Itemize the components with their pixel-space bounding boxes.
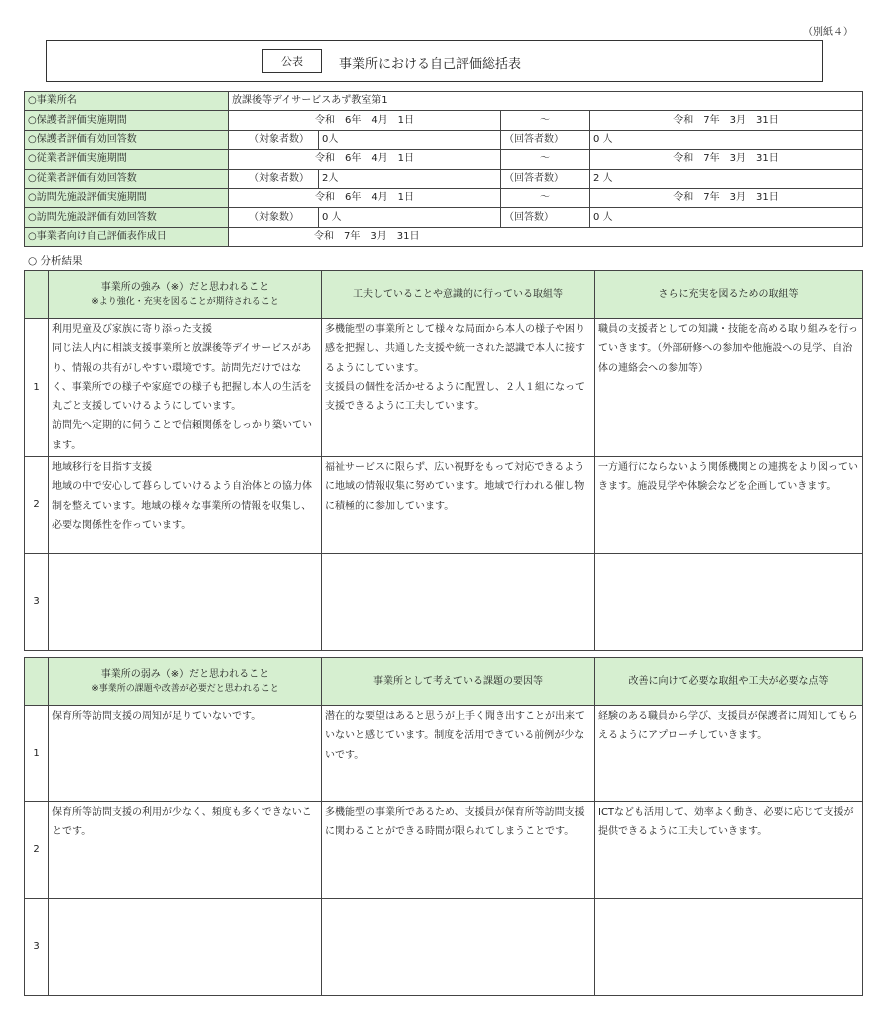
info-row-guardian-period (25, 111, 863, 130)
guardian-period-start: 令和 6年 4月 1日 (229, 111, 501, 130)
weaknesses-row (25, 706, 863, 802)
strengths-header-col3: さらに充実を図るための取組等 (595, 271, 863, 319)
strengths-row (25, 319, 863, 457)
row-number: 2 (25, 457, 49, 554)
staff-answer: 2 人 (590, 169, 863, 188)
created-date-label: ○事業者向け自己評価表作成日 (25, 227, 229, 246)
strength-enhancement: 職員の支援者としての知識・技能を高める取り組みを行っていきます。（外部研修への参加や他施設への見学、自治体の連絡会への参加等） (595, 319, 863, 457)
strength-effort: 多機能型の事業所として様々な局面から本人の様子や困り感を把握し、共通した支援や統一された認識で本人に接するようにしています。 支援員の個性を活かせるように配置し、２人１組になって支援できるように工夫しています。 (322, 319, 595, 457)
strengths-table (24, 270, 863, 651)
info-table (24, 91, 863, 247)
guardian-answer-label: （回答者数） (501, 130, 590, 149)
row-number: 3 (25, 899, 49, 996)
strength-enhancement (595, 554, 863, 651)
strengths-header-col1 (49, 271, 322, 319)
weaknesses-table (24, 657, 863, 996)
guardian-answer: 0 人 (590, 130, 863, 149)
visit-target: 0 人 (319, 208, 501, 227)
info-row-staff-period (25, 150, 863, 169)
weaknesses-header-row (25, 658, 863, 706)
strengths-header-col2: 工夫していることや意識的に行っている取組等 (322, 271, 595, 319)
visit-answer-label: （回答数） (501, 208, 590, 227)
info-row-visit-count (25, 208, 863, 227)
guardian-period-tilde: ～ (501, 111, 590, 130)
strength-item (49, 554, 322, 651)
strength-item: 利用児童及び家族に寄り添った支援 同じ法人内に相談支援事業所と放課後等デイサービスがあり、情報の共有がしやすい環境です。訪問先だけではなく、事業所での様子や家庭での様子も把握し本人の生活を丸ごと支援していけるようにしています。 訪問先へ定期的に伺うことで信頼関係をしっかり築いています。 (49, 319, 322, 457)
strengths-header-num (25, 271, 49, 319)
guardian-period-end: 令和 7年 3月 31日 (590, 111, 863, 130)
guardian-count-label: ○保護者評価有効回答数 (25, 130, 229, 149)
info-row-visit-period (25, 188, 863, 207)
weaknesses-row (25, 802, 863, 899)
weaknesses-header-col1-title: 事業所の弱み（※）だと思われること (100, 668, 270, 680)
strengths-header-col1-title: 事業所の強み（※）だと思われること (100, 281, 270, 293)
strength-effort (322, 554, 595, 651)
weakness-improvement: ICTなども活用して、効率よく動き、必要に応じて支援が提供できるように工夫していきます。 (595, 802, 863, 899)
row-number: 2 (25, 802, 49, 899)
visit-period-label: ○訪問先施設評価実施期間 (25, 188, 229, 207)
strengths-row (25, 554, 863, 651)
weakness-cause (322, 899, 595, 996)
strengths-row (25, 457, 863, 554)
public-label: 公表 (262, 49, 322, 73)
guardian-target: 0人 (319, 130, 501, 149)
office-name: 放課後等デイサービスあず教室第1 (229, 92, 863, 111)
annex-label: （別紙４） (803, 27, 853, 38)
visit-period-start: 令和 6年 4月 1日 (229, 188, 501, 207)
weakness-improvement: 経験のある職員から学び、支援員が保護者に周知してもらえるようにアプローチしていきます。 (595, 706, 863, 802)
document-title: 事業所における自己評価総括表 (339, 57, 522, 72)
staff-target-label: （対象者数） (229, 169, 319, 188)
weakness-item: 保育所等訪問支援の周知が足りていないです。 (49, 706, 322, 802)
title-box (46, 40, 823, 82)
info-row-guardian-count (25, 130, 863, 149)
weakness-item (49, 899, 322, 996)
strengths-header-row (25, 271, 863, 319)
weakness-cause: 潜在的な要望はあると思うが上手く聞き出すことが出来ていないと感じています。制度を活用できている前例が少ないです。 (322, 706, 595, 802)
guardian-target-label: （対象者数） (229, 130, 319, 149)
guardian-period-label: ○保護者評価実施期間 (25, 111, 229, 130)
info-row-staff-count (25, 169, 863, 188)
analysis-heading: ○ 分析結果 (28, 255, 83, 267)
visit-period-end: 令和 7年 3月 31日 (590, 188, 863, 207)
visit-count-label: ○訪問先施設評価有効回答数 (25, 208, 229, 227)
staff-period-end: 令和 7年 3月 31日 (590, 150, 863, 169)
strength-effort: 福祉サービスに限らず、広い視野をもって対応できるように地域の情報収集に努めています。地域で行われる催し物に積極的に参加しています。 (322, 457, 595, 554)
staff-period-start: 令和 6年 4月 1日 (229, 150, 501, 169)
weakness-item: 保育所等訪問支援の利用が少なく、頻度も多くできないことです。 (49, 802, 322, 899)
visit-answer: 0 人 (590, 208, 863, 227)
strengths-header-col1-note: ※より強化・充実を図ることが期待されること (91, 296, 279, 307)
strength-enhancement: 一方通行にならないよう関係機関との連携をより図っていきます。施設見学や体験会などを企画していきます。 (595, 457, 863, 554)
staff-count-label: ○従業者評価有効回答数 (25, 169, 229, 188)
row-number: 3 (25, 554, 49, 651)
weaknesses-header-col2: 事業所として考えている課題の要因等 (322, 658, 595, 706)
staff-period-tilde: ～ (501, 150, 590, 169)
row-number: 1 (25, 706, 49, 802)
row-number: 1 (25, 319, 49, 457)
visit-target-label: （対象数） (229, 208, 319, 227)
strength-item: 地域移行を目指す支援 地域の中で安心して暮らしていけるよう自治体との協力体制を整えています。地域の様々な事業所の情報を収集し、必要な関係性を作っています。 (49, 457, 322, 554)
staff-target: 2人 (319, 169, 501, 188)
staff-period-label: ○従業者評価実施期間 (25, 150, 229, 169)
created-date: 令和 7年 3月 31日 (229, 227, 863, 246)
weaknesses-header-col1-note: ※事業所の課題や改善が必要だと思われること (91, 683, 279, 694)
weaknesses-row (25, 899, 863, 996)
weakness-improvement (595, 899, 863, 996)
weaknesses-header-num (25, 658, 49, 706)
weaknesses-header-col3: 改善に向けて必要な取組や工夫が必要な点等 (595, 658, 863, 706)
info-row-office-name (25, 92, 863, 111)
weaknesses-header-col1 (49, 658, 322, 706)
office-name-label: ○事業所名 (25, 92, 229, 111)
weakness-cause: 多機能型の事業所であるため、支援員が保育所等訪問支援に関わることができる時間が限られてしまうことです。 (322, 802, 595, 899)
info-row-created-date (25, 227, 863, 246)
visit-period-tilde: ～ (501, 188, 590, 207)
staff-answer-label: （回答者数） (501, 169, 590, 188)
